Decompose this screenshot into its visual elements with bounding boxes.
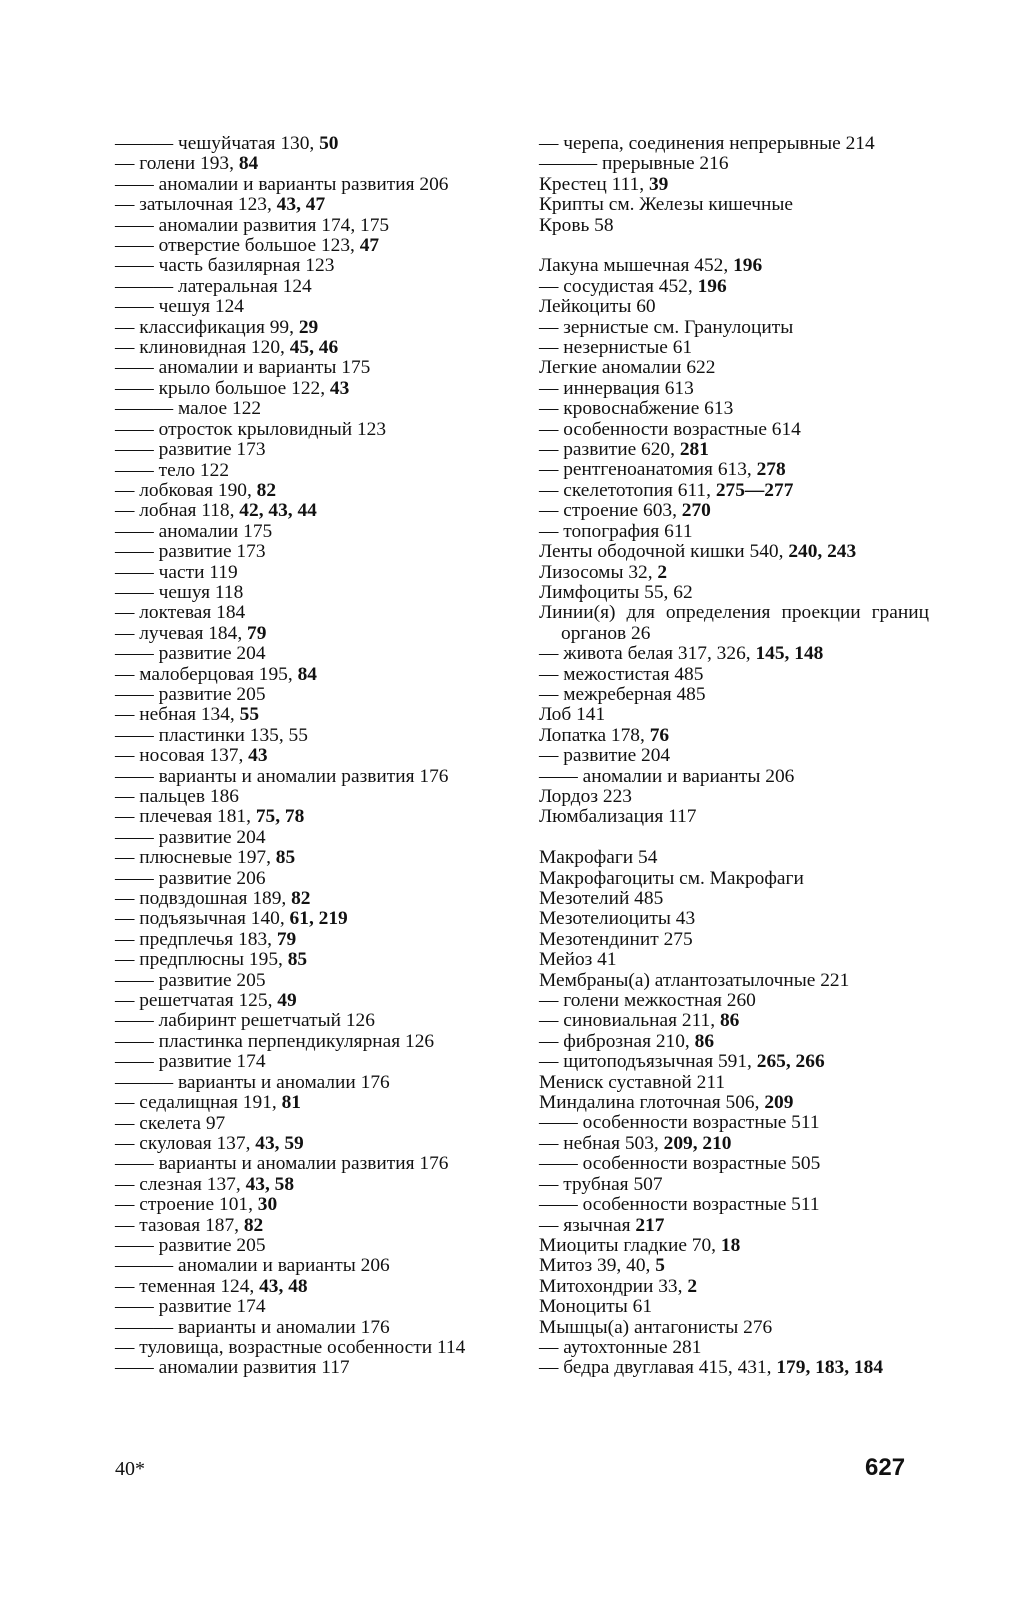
index-entry bbox=[115, 399, 510, 419]
index-entry bbox=[115, 746, 510, 766]
entry-text: — аутохтонные 281 bbox=[539, 1336, 702, 1358]
index-entry bbox=[115, 726, 510, 746]
index-entry bbox=[539, 338, 929, 358]
index-entry bbox=[539, 1277, 929, 1297]
index-entry bbox=[115, 461, 510, 481]
figure-reference: 82 bbox=[291, 888, 311, 910]
index-entry bbox=[115, 848, 510, 868]
entry-text: —— чешуя 124 bbox=[115, 296, 244, 318]
index-entry bbox=[115, 277, 510, 297]
entry-text: — топография 611 bbox=[539, 520, 693, 542]
figure-reference: 84 bbox=[238, 153, 259, 175]
index-entry bbox=[115, 1114, 510, 1134]
entry-text: —— развитие 204 bbox=[115, 826, 266, 848]
entry-text: Миоциты гладкие 70, bbox=[539, 1234, 721, 1256]
index-entry bbox=[539, 1052, 929, 1072]
index-entry bbox=[115, 481, 510, 501]
index-entry bbox=[115, 1318, 510, 1338]
entry-text: —— пластинка перпендикулярная 126 bbox=[115, 1030, 435, 1052]
page-number: 627 bbox=[865, 1454, 906, 1481]
figure-reference: 49 bbox=[277, 990, 297, 1012]
index-entry bbox=[115, 1032, 510, 1052]
index-entry bbox=[115, 1236, 510, 1256]
index-entry bbox=[539, 399, 929, 419]
index-entry bbox=[539, 277, 929, 297]
entry-text: Ленты ободочной кишки 540, bbox=[539, 541, 789, 563]
figure-reference: 265, 266 bbox=[756, 1051, 825, 1073]
index-entry bbox=[539, 1032, 929, 1052]
index-entry bbox=[539, 909, 929, 929]
index-entry bbox=[115, 1175, 510, 1195]
entry-text: — строение 603, bbox=[539, 500, 682, 522]
index-entry bbox=[115, 420, 510, 440]
entry-text: — щитоподъязычная 591, bbox=[539, 1051, 757, 1073]
index-entry bbox=[539, 522, 929, 542]
entry-text: — тазовая 187, bbox=[115, 1214, 244, 1236]
index-entry bbox=[115, 1297, 510, 1317]
figure-reference: 2 bbox=[657, 561, 668, 583]
entry-text: — живота белая 317, 326, bbox=[539, 643, 756, 665]
index-entry bbox=[115, 563, 510, 583]
index-entry bbox=[539, 1256, 929, 1276]
entry-text: Лейкоциты 60 bbox=[539, 296, 656, 318]
entry-text: —— развитие 174 bbox=[115, 1051, 266, 1073]
figure-reference: 217 bbox=[635, 1214, 665, 1236]
index-entry bbox=[539, 1338, 929, 1358]
figure-reference: 82 bbox=[243, 1214, 264, 1236]
entry-text: — подвздошная 189, bbox=[115, 888, 292, 910]
figure-reference: 55 bbox=[239, 704, 260, 726]
index-entry bbox=[115, 603, 510, 623]
entry-text: Мезотелий 485 bbox=[539, 888, 664, 909]
entry-text: —— отверстие большое 123, bbox=[115, 235, 360, 257]
entry-text: — плечевая 181, bbox=[115, 806, 256, 828]
figure-reference: 18 bbox=[720, 1234, 741, 1256]
entry-text: — клиновидная 120, bbox=[115, 337, 290, 359]
entry-text: — зернистые см. Гранулоциты bbox=[539, 316, 794, 338]
entry-text: ——— варианты и аномалии 176 bbox=[115, 1316, 390, 1338]
entry-text: — голени межкостная 260 bbox=[539, 990, 756, 1012]
index-entry bbox=[115, 1338, 510, 1358]
figure-reference: 270 bbox=[681, 500, 711, 522]
index-entry bbox=[115, 522, 510, 542]
entry-text: —— особенности возрастные 505 bbox=[539, 1153, 821, 1175]
entry-text: — предплюсны 195, bbox=[115, 949, 288, 971]
index-entry bbox=[539, 644, 929, 664]
index-entry bbox=[115, 1134, 510, 1154]
index-entry bbox=[115, 787, 510, 807]
figure-reference: 50 bbox=[319, 133, 339, 154]
figure-reference: 2 bbox=[687, 1275, 698, 1297]
entry-text: — рентгеноанатомия 613, bbox=[539, 459, 757, 481]
entry-text: — бедра двуглавая 415, 431, bbox=[539, 1357, 777, 1379]
entry-text: Крипты см. Железы кишечные bbox=[539, 194, 793, 216]
section-gap bbox=[539, 828, 929, 848]
index-entry bbox=[115, 930, 510, 950]
figure-reference: 278 bbox=[756, 459, 786, 481]
entry-text: —— части 119 bbox=[115, 561, 238, 583]
entry-text: —— развитие 205 bbox=[115, 969, 266, 991]
entry-text: — плюсневые 197, bbox=[115, 847, 276, 869]
entry-text: Крестец 111, bbox=[539, 173, 649, 195]
index-entry bbox=[115, 236, 510, 256]
index-entry bbox=[539, 1154, 929, 1174]
index-entry bbox=[539, 358, 929, 378]
entry-text: Легкие аномалии 622 bbox=[539, 357, 716, 379]
figure-reference: 76 bbox=[649, 724, 670, 746]
index-entry bbox=[115, 195, 510, 215]
figure-reference: 75, 78 bbox=[255, 806, 305, 828]
entry-text: — синовиальная 211, bbox=[539, 1010, 720, 1032]
entry-text: —— особенности возрастные 511 bbox=[539, 1194, 820, 1216]
index-entry bbox=[115, 256, 510, 276]
index-entry bbox=[539, 869, 929, 889]
index-entry bbox=[539, 1358, 929, 1378]
index-column-right bbox=[539, 134, 929, 1379]
entry-text: —— варианты и аномалии развития 176 bbox=[115, 765, 449, 787]
index-entry bbox=[115, 1073, 510, 1093]
index-entry bbox=[115, 950, 510, 970]
figure-reference: 281 bbox=[679, 439, 709, 461]
index-entry bbox=[539, 216, 929, 236]
entry-text: Мениск суставной 211 bbox=[539, 1071, 726, 1093]
index-entry bbox=[539, 318, 929, 338]
entry-text: — скелета 97 bbox=[115, 1112, 226, 1134]
entry-text: —— особенности возрастные 511 bbox=[539, 1112, 820, 1134]
figure-reference: 39 bbox=[648, 173, 669, 195]
figure-reference: 43 bbox=[248, 745, 268, 767]
index-entry bbox=[539, 705, 929, 725]
index-entry bbox=[539, 379, 929, 399]
index-entry bbox=[539, 154, 929, 174]
index-entry bbox=[115, 828, 510, 848]
index-entry bbox=[539, 1195, 929, 1215]
figure-reference: 179, 183, 184 bbox=[776, 1357, 884, 1379]
entry-text: ——— варианты и аномалии 176 bbox=[115, 1071, 390, 1093]
index-entry bbox=[539, 807, 929, 827]
entry-text: — трубная 507 bbox=[539, 1173, 663, 1195]
index-entry bbox=[539, 603, 929, 644]
entry-text: —— аномалии развития 117 bbox=[115, 1357, 350, 1379]
index-entry bbox=[115, 338, 510, 358]
index-entry bbox=[539, 1236, 929, 1256]
index-entry bbox=[539, 1134, 929, 1154]
entry-text: Мезотелиоциты 43 bbox=[539, 908, 696, 930]
figure-reference: 275—277 bbox=[715, 479, 794, 501]
index-entry bbox=[539, 889, 929, 909]
figure-reference: 145, 148 bbox=[755, 643, 824, 665]
entry-text: — иннервация 613 bbox=[539, 377, 694, 399]
entry-text: Мейоз 41 bbox=[539, 949, 617, 971]
entry-text: —— развитие 174 bbox=[115, 1296, 266, 1318]
entry-text: Мышцы(а) антагонисты 276 bbox=[539, 1316, 773, 1338]
figure-reference: 85 bbox=[275, 847, 296, 869]
index-entry bbox=[115, 216, 510, 236]
entry-text: Лимфоциты 55, 62 bbox=[539, 581, 693, 603]
entry-text: — фиброзная 210, bbox=[539, 1030, 695, 1052]
index-entry bbox=[115, 1256, 510, 1276]
figure-reference: 61, 219 bbox=[289, 908, 348, 930]
index-entry bbox=[115, 767, 510, 787]
index-entry bbox=[539, 1175, 929, 1195]
figure-reference: 29 bbox=[298, 316, 319, 338]
entry-text: Моноциты 61 bbox=[539, 1296, 653, 1318]
entry-text: — пальцев 186 bbox=[115, 786, 239, 807]
index-entry bbox=[115, 665, 510, 685]
index-entry bbox=[539, 767, 929, 787]
signature-mark: 40* bbox=[115, 1458, 145, 1480]
entry-text: — небная 134, bbox=[115, 704, 240, 726]
entry-text: —— часть базилярная 123 bbox=[115, 255, 335, 277]
entry-text: — затылочная 123, bbox=[115, 194, 277, 216]
index-entry bbox=[539, 685, 929, 705]
entry-text: Люмбализация 117 bbox=[539, 806, 697, 828]
entry-text: —— развитие 205 bbox=[115, 683, 266, 705]
entry-text: Митоз 39, 40, bbox=[539, 1255, 656, 1277]
entry-text: — межостистая 485 bbox=[539, 663, 704, 685]
entry-text: —— развитие 204 bbox=[115, 643, 266, 665]
figure-reference: 43, 47 bbox=[276, 194, 326, 216]
figure-reference: 84 bbox=[297, 663, 317, 685]
figure-reference: 209 bbox=[764, 1092, 794, 1114]
index-entry bbox=[115, 971, 510, 991]
entry-text: — лучевая 184, bbox=[115, 622, 248, 644]
index-entry bbox=[539, 1297, 929, 1317]
entry-text: — лобная 118, bbox=[115, 500, 240, 522]
entry-text: Митохондрии 33, bbox=[539, 1275, 688, 1297]
entry-text: —— чешуя 118 bbox=[115, 581, 244, 603]
entry-text: — строение 101, bbox=[115, 1194, 258, 1216]
figure-reference: 47 bbox=[359, 235, 380, 257]
index-entry bbox=[539, 726, 929, 746]
index-entry bbox=[115, 134, 510, 154]
entry-text: ——— латеральная 124 bbox=[115, 275, 312, 297]
entry-text: ——— чешуйчатая 130, bbox=[115, 133, 320, 154]
index-entry bbox=[539, 175, 929, 195]
index-entry bbox=[115, 542, 510, 562]
index-entry bbox=[115, 154, 510, 174]
index-entry bbox=[115, 358, 510, 378]
figure-reference: 43, 48 bbox=[259, 1275, 308, 1297]
figure-reference: 43, 58 bbox=[245, 1173, 295, 1195]
entry-text: —— аномалии 175 bbox=[115, 520, 273, 542]
index-entry bbox=[115, 1195, 510, 1215]
index-entry bbox=[115, 807, 510, 827]
entry-text: Лизосомы 32, bbox=[539, 561, 658, 583]
index-entry bbox=[539, 501, 929, 521]
index-entry bbox=[115, 175, 510, 195]
entry-text: Кровь 58 bbox=[539, 214, 614, 236]
index-entry bbox=[539, 746, 929, 766]
index-entry bbox=[539, 420, 929, 440]
index-entry bbox=[115, 1216, 510, 1236]
entry-text: Макрофаги 54 bbox=[539, 847, 658, 869]
figure-reference: 43, 59 bbox=[255, 1132, 304, 1154]
entry-text: Макрофагоциты см. Макрофаги bbox=[539, 867, 804, 889]
entry-text: — развитие 204 bbox=[539, 745, 671, 767]
entry-text: —— развитие 205 bbox=[115, 1234, 266, 1256]
index-entry bbox=[115, 297, 510, 317]
index-entry bbox=[115, 1154, 510, 1174]
index-entry bbox=[539, 1073, 929, 1093]
entry-text: — язычная bbox=[539, 1214, 636, 1236]
index-column-left bbox=[115, 134, 510, 1379]
entry-text: — подъязычная 140, bbox=[115, 908, 290, 930]
entry-text: — решетчатая 125, bbox=[115, 990, 278, 1012]
figure-reference: 85 bbox=[287, 949, 308, 971]
entry-text: Лордоз 223 bbox=[539, 785, 632, 807]
entry-text: Лоб 141 bbox=[539, 704, 606, 726]
index-entry bbox=[539, 542, 929, 562]
index-entry bbox=[115, 501, 510, 521]
index-entry bbox=[539, 950, 929, 970]
entry-text: Миндалина глоточная 506, bbox=[539, 1092, 765, 1114]
figure-reference: 43 bbox=[329, 377, 350, 399]
index-entry bbox=[539, 583, 929, 603]
index-entry bbox=[539, 256, 929, 276]
entry-text: —— аномалии и варианты развития 206 bbox=[115, 173, 449, 195]
index-entry bbox=[539, 1216, 929, 1236]
index-entry bbox=[539, 1113, 929, 1133]
index-entry bbox=[539, 563, 929, 583]
index-entry bbox=[115, 1358, 510, 1378]
figure-reference: 79 bbox=[276, 928, 297, 950]
index-entry bbox=[115, 991, 510, 1011]
entry-text: — кровоснабжение 613 bbox=[539, 398, 734, 420]
index-entry bbox=[539, 848, 929, 868]
entry-text: Мезотендинит 275 bbox=[539, 928, 693, 950]
figure-reference: 79 bbox=[247, 622, 267, 644]
entry-text: — туловища, возрастные особенности 114 bbox=[115, 1336, 466, 1358]
index-entry bbox=[115, 685, 510, 705]
index-entry bbox=[115, 1277, 510, 1297]
entry-text: —— аномалии и варианты 206 bbox=[539, 765, 795, 787]
entry-text: —— крыло большое 122, bbox=[115, 377, 330, 399]
index-entry bbox=[539, 1011, 929, 1031]
entry-text: Линии(я) для определения проекции границ органов 26 bbox=[539, 602, 929, 644]
entry-text: —— варианты и аномалии развития 176 bbox=[115, 1153, 449, 1175]
entry-text: — сосудистая 452, bbox=[539, 275, 698, 297]
entry-text: Мембраны(а) атлантозатылочные 221 bbox=[539, 969, 850, 991]
index-entry bbox=[539, 1093, 929, 1113]
entry-text: —— отросток крыловидный 123 bbox=[115, 418, 387, 440]
entry-text: — предплечья 183, bbox=[115, 928, 277, 950]
figure-reference: 240, 243 bbox=[788, 541, 857, 563]
entry-text: — теменная 124, bbox=[115, 1275, 260, 1297]
index-entry bbox=[115, 583, 510, 603]
entry-text: — незернистые 61 bbox=[539, 337, 693, 359]
index-entry bbox=[539, 481, 929, 501]
entry-text: — седалищная 191, bbox=[115, 1092, 282, 1114]
index-entry bbox=[539, 930, 929, 950]
index-entry bbox=[115, 889, 510, 909]
entry-text: — скуловая 137, bbox=[115, 1132, 256, 1154]
entry-text: — носовая 137, bbox=[115, 745, 249, 767]
index-entry bbox=[115, 869, 510, 889]
figure-reference: 42, 43, 44 bbox=[239, 500, 317, 522]
entry-text: — малоберцовая 195, bbox=[115, 663, 298, 685]
figure-reference: 5 bbox=[655, 1255, 665, 1277]
figure-reference: 30 bbox=[257, 1194, 278, 1216]
entry-text: Лопатка 178, bbox=[539, 724, 650, 746]
entry-text: ——— прерывные 216 bbox=[539, 153, 729, 175]
entry-text: —— аномалии и варианты 175 bbox=[115, 357, 371, 379]
entry-text: — черепа, соединения непрерывные 214 bbox=[539, 133, 875, 154]
index-entry bbox=[115, 644, 510, 664]
figure-reference: 196 bbox=[733, 255, 763, 277]
section-gap bbox=[539, 236, 929, 256]
index-entry bbox=[539, 1318, 929, 1338]
entry-text: — межреберная 485 bbox=[539, 683, 706, 705]
entry-text: —— аномалии развития 174, 175 bbox=[115, 214, 390, 236]
figure-reference: 45, 46 bbox=[289, 337, 339, 359]
index-entry bbox=[115, 1093, 510, 1113]
entry-text: —— тело 122 bbox=[115, 459, 230, 481]
entry-text: ——— малое 122 bbox=[115, 398, 262, 420]
entry-text: — локтевая 184 bbox=[115, 602, 246, 624]
figure-reference: 81 bbox=[281, 1092, 301, 1114]
entry-text: —— развитие 173 bbox=[115, 541, 266, 563]
entry-text: — слезная 137, bbox=[115, 1173, 246, 1195]
index-entry bbox=[539, 787, 929, 807]
entry-text: — развитие 620, bbox=[539, 439, 680, 461]
entry-text: — скелетотопия 611, bbox=[539, 479, 716, 501]
index-entry bbox=[115, 440, 510, 460]
figure-reference: 196 bbox=[697, 275, 727, 297]
index-entry bbox=[539, 134, 929, 154]
entry-text: —— развитие 173 bbox=[115, 439, 266, 461]
index-entry bbox=[539, 440, 929, 460]
figure-reference: 86 bbox=[719, 1010, 740, 1032]
index-entry bbox=[539, 195, 929, 215]
entry-text: — небная 503, bbox=[539, 1132, 664, 1154]
index-entry bbox=[539, 297, 929, 317]
entry-text: —— лабиринт решетчатый 126 bbox=[115, 1010, 375, 1032]
entry-text: —— развитие 206 bbox=[115, 867, 266, 889]
index-entry bbox=[115, 909, 510, 929]
index-entry bbox=[115, 624, 510, 644]
entry-text: — голени 193, bbox=[115, 153, 239, 175]
index-entry bbox=[539, 460, 929, 480]
entry-text: — особенности возрастные 614 bbox=[539, 418, 801, 440]
entry-text: — классификация 99, bbox=[115, 316, 299, 338]
figure-reference: 82 bbox=[256, 479, 277, 501]
entry-text: Лакуна мышечная 452, bbox=[539, 255, 734, 277]
index-entry bbox=[115, 1052, 510, 1072]
index-entry bbox=[115, 318, 510, 338]
index-entry bbox=[115, 1011, 510, 1031]
entry-text: ——— аномалии и варианты 206 bbox=[115, 1255, 390, 1277]
index-entry bbox=[539, 991, 929, 1011]
index-entry bbox=[115, 705, 510, 725]
entry-text: —— пластинки 135, 55 bbox=[115, 724, 308, 746]
figure-reference: 86 bbox=[694, 1030, 715, 1052]
index-entry bbox=[539, 665, 929, 685]
figure-reference: 209, 210 bbox=[663, 1132, 732, 1154]
entry-text: — лобковая 190, bbox=[115, 479, 257, 501]
index-entry bbox=[539, 971, 929, 991]
index-entry bbox=[115, 379, 510, 399]
